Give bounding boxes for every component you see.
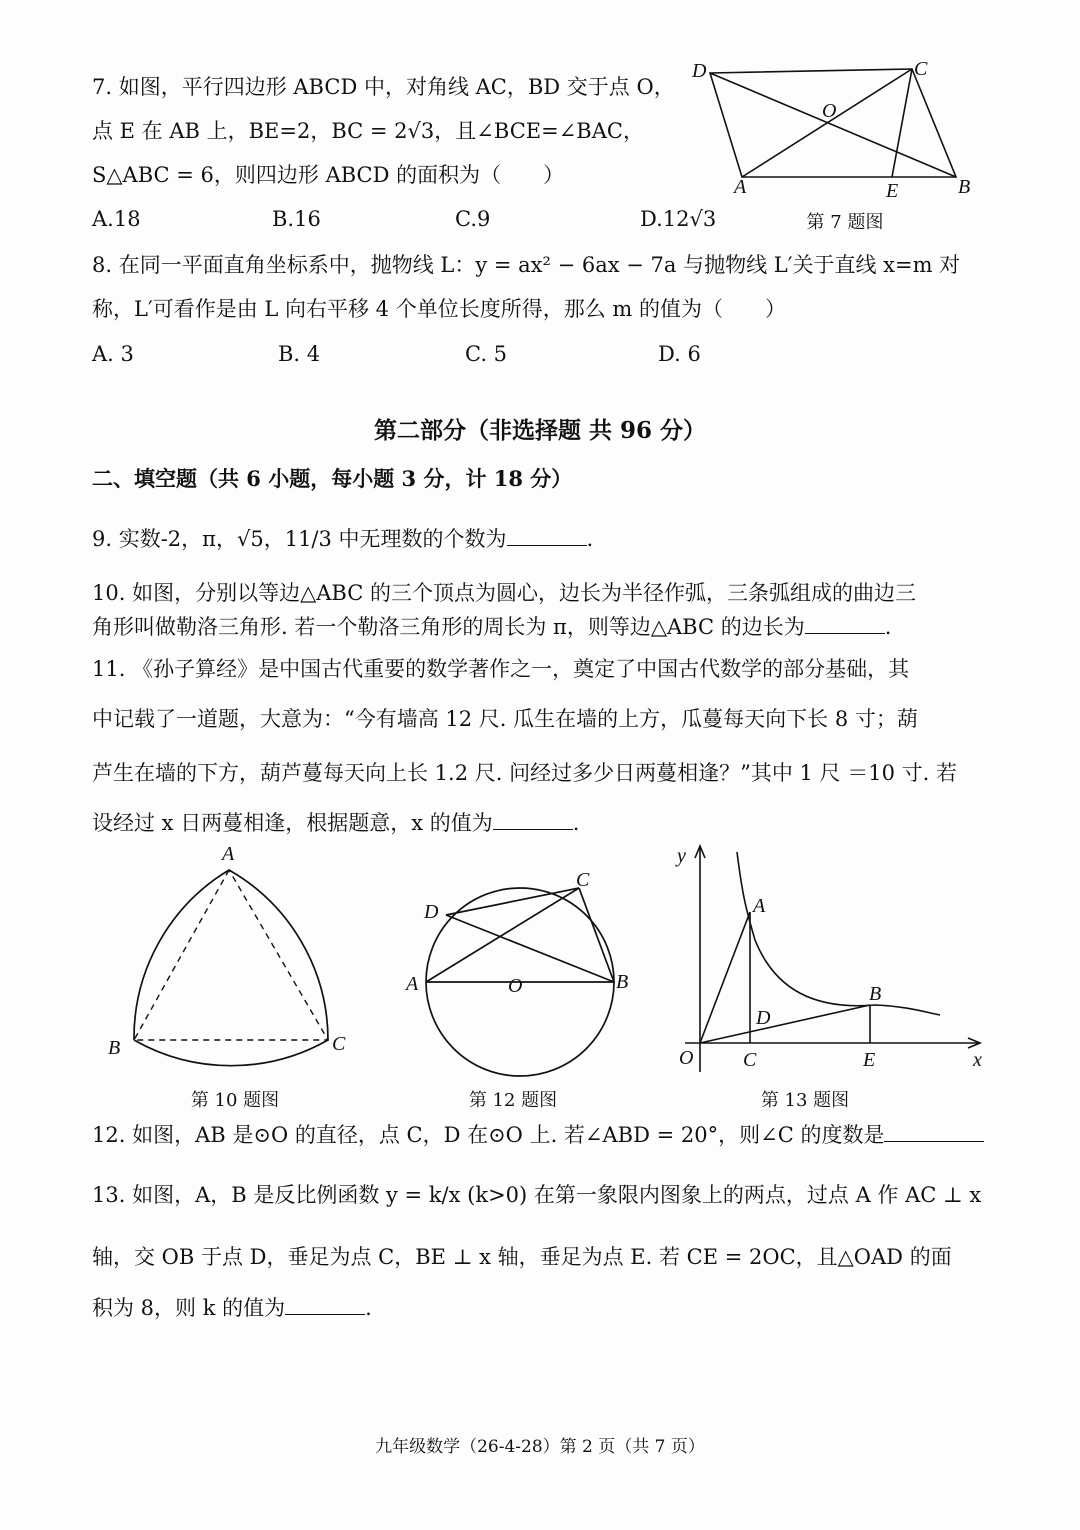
q8-line1: 8. 在同一平面直角坐标系中，抛物线 L：y = ax² − 6ax − 7a 与抛物线 L′关于直线 x=m 对 bbox=[92, 253, 961, 277]
q13-answer-blank[interactable] bbox=[285, 1294, 365, 1315]
q13-line1: 13. 如图，A，B 是反比例函数 y = k/x (k>0) 在第一象限内图象上的两点，过点 A 作 AC ⊥ x bbox=[92, 1183, 982, 1207]
q8-option-c[interactable]: C. 5 bbox=[465, 342, 508, 366]
q7-option-a[interactable]: A.18 bbox=[92, 207, 141, 231]
q9-text bbox=[92, 524, 593, 554]
fig7-label-b: B bbox=[958, 176, 971, 198]
fig12-circle bbox=[400, 860, 640, 1080]
q11-line4 bbox=[92, 808, 579, 838]
fig7-caption: 第 7 题图 bbox=[806, 212, 884, 233]
q7-line2: 点 E 在 AB 上，BE=2，BC = 2√3，且∠BCE=∠BAC， bbox=[92, 119, 644, 143]
fig13-inverse-function bbox=[665, 840, 995, 1080]
q10-answer-blank[interactable] bbox=[805, 613, 885, 634]
q10-stem: 角形叫做勒洛三角形. 若一个勒洛三角形的周长为 π，则等边△ABC 的边长为 bbox=[92, 615, 805, 639]
q11-end: . bbox=[572, 811, 580, 835]
fig12-caption: 第 12 题图 bbox=[468, 1090, 558, 1111]
fig12-label-a: A bbox=[406, 973, 419, 995]
q8-line2: 称，L′可看作是由 L 向右平移 4 个单位长度所得，那么 m 的值为（ ） bbox=[92, 297, 786, 321]
fig7-label-c: C bbox=[914, 58, 928, 80]
q8-option-a[interactable]: A. 3 bbox=[92, 342, 134, 366]
q13-stem: 积为 8，则 k 的值为 bbox=[92, 1296, 286, 1320]
q12-text bbox=[92, 1120, 984, 1150]
q11-line1: 11. 《孙子算经》是中国古代重要的数学著作之一，奠定了中国古代数学的部分基础，其 bbox=[92, 657, 910, 681]
q9-answer-blank[interactable] bbox=[507, 525, 587, 546]
q13-line3 bbox=[92, 1293, 372, 1323]
q10-line2 bbox=[92, 612, 891, 642]
q10-line1: 10. 如图，分别以等边△ABC 的三个顶点为圆心，边长为半径作弧，三条弧组成的曲边三 bbox=[92, 581, 916, 605]
q7-line1: 7. 如图，平行四边形 ABCD 中，对角线 AC，BD 交于点 O， bbox=[92, 75, 675, 99]
q10-end: . bbox=[884, 615, 892, 639]
q11-line3: 芦生在墙的下方，葫芦蔓每天向上长 1.2 尺. 问经过多少日两蔓相逢？”其中 1 尺 ＝10 寸. 若 bbox=[92, 761, 957, 785]
fig10-label-b: B bbox=[108, 1037, 121, 1059]
fig7-label-o: O bbox=[822, 100, 837, 122]
fig7-label-d: D bbox=[692, 60, 707, 82]
fig13-label-b: B bbox=[869, 983, 882, 1005]
q9-stem: 9. 实数-2，π，√5，11/3 中无理数的个数为 bbox=[92, 527, 507, 551]
section-fill-in-title: 二、填空题（共 6 小题，每小题 3 分，计 18 分） bbox=[92, 466, 573, 491]
fig13-label-x: x bbox=[973, 1049, 982, 1071]
q7-option-b[interactable]: B.16 bbox=[272, 207, 321, 231]
fig13-label-o: O bbox=[679, 1047, 694, 1069]
fig10-reuleaux-triangle bbox=[100, 840, 360, 1060]
page-footer: 九年级数学（26-4-28）第 2 页（共 7 页） bbox=[375, 1437, 705, 1457]
q7-option-c[interactable]: C.9 bbox=[455, 207, 491, 231]
q11-answer-blank[interactable] bbox=[493, 809, 573, 830]
q12-stem: 12. 如图，AB 是⊙O 的直径，点 C，D 在⊙O 上. 若∠ABD = 20°，则∠C 的度数是 bbox=[92, 1123, 885, 1147]
q11-stem: 设经过 x 日两蔓相逢，根据题意，x 的值为 bbox=[92, 811, 493, 835]
fig13-label-a: A bbox=[753, 895, 766, 917]
fig13-caption: 第 13 题图 bbox=[760, 1090, 850, 1111]
q11-line2: 中记载了一道题，大意为：“今有墙高 12 尺. 瓜生在墙的上方，瓜蔓每天向下长 8 寸；葫 bbox=[92, 707, 918, 731]
q12-answer-blank[interactable] bbox=[884, 1121, 984, 1142]
fig12-label-d: D bbox=[424, 901, 439, 923]
q7-option-d[interactable]: D.12√3 bbox=[640, 207, 717, 231]
fig12-label-b: B bbox=[616, 971, 629, 993]
fig7-label-a: A bbox=[734, 176, 747, 198]
q13-end: . bbox=[365, 1296, 372, 1320]
fig10-caption: 第 10 题图 bbox=[190, 1090, 280, 1111]
fig10-label-c: C bbox=[332, 1033, 346, 1055]
fig13-label-y: y bbox=[677, 845, 686, 867]
fig13-label-e: E bbox=[863, 1049, 876, 1071]
fig13-label-c: C bbox=[743, 1049, 757, 1071]
q7-line3: S△ABC = 6，则四边形 ABCD 的面积为（ ） bbox=[92, 163, 565, 187]
q8-option-b[interactable]: B. 4 bbox=[278, 342, 321, 366]
fig7-label-e: E bbox=[886, 180, 899, 202]
q8-option-d[interactable]: D. 6 bbox=[658, 342, 701, 366]
fig13-label-d: D bbox=[756, 1007, 771, 1029]
part2-title: 第二部分（非选择题 共 96 分） bbox=[373, 417, 707, 444]
q13-line2: 轴，交 OB 于点 D，垂足为点 C，BE ⊥ x 轴，垂足为点 E. 若 CE = 2OC，且△OAD 的面 bbox=[92, 1245, 952, 1269]
fig7-parallelogram bbox=[680, 55, 980, 205]
fig12-label-o: O bbox=[508, 975, 523, 997]
fig12-label-c: C bbox=[576, 869, 590, 891]
q9-end: . bbox=[586, 527, 594, 551]
fig10-label-a: A bbox=[222, 843, 235, 865]
